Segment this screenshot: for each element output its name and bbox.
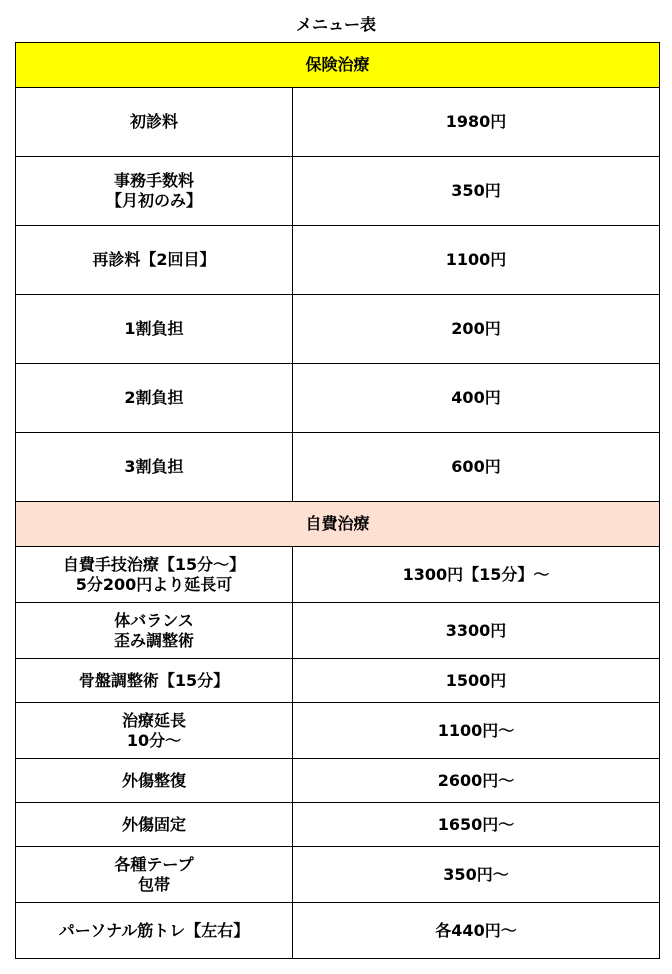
- item-name: [16, 433, 293, 502]
- item-price: 2600円～: [293, 759, 660, 803]
- item-name-line: 外傷整復: [121, 770, 186, 790]
- table-row: [16, 603, 660, 659]
- item-name-line: 各種テープ: [114, 854, 194, 874]
- item-name-line: 包帯: [137, 874, 170, 894]
- item-name-line: パーソナル筋トレ【左右】: [58, 920, 250, 940]
- insurance-section-header: 保険治療: [16, 43, 660, 88]
- item-price: 600円: [293, 433, 660, 502]
- item-name-line: 初診料: [129, 112, 178, 131]
- insurance-section-header-row: [16, 43, 660, 88]
- item-name: [16, 903, 293, 959]
- item-name-line: 1割負担: [124, 319, 184, 338]
- item-price: 200円: [293, 295, 660, 364]
- item-name: [16, 603, 293, 659]
- item-name: [16, 847, 293, 903]
- item-name-line: 歪み調整術: [113, 630, 194, 650]
- page-title: メニュー表: [295, 15, 376, 34]
- item-name: [16, 226, 293, 295]
- table-row: [16, 364, 660, 433]
- item-name: [16, 547, 293, 603]
- item-price: 1980円: [293, 88, 660, 157]
- table-row: [16, 703, 660, 759]
- table-row: [16, 226, 660, 295]
- table-row: [16, 547, 660, 603]
- item-price: 各440円～: [293, 903, 660, 959]
- item-name: [16, 157, 293, 226]
- item-price: 1500円: [293, 659, 660, 703]
- item-name-line: 10分～: [126, 730, 182, 750]
- self-pay-section-header-row: [16, 502, 660, 547]
- table-row: [16, 847, 660, 903]
- item-name-line: 2割負担: [124, 388, 184, 407]
- table-row: [16, 88, 660, 157]
- item-price: 350円: [293, 157, 660, 226]
- item-price: 1650円～: [293, 803, 660, 847]
- item-name-line: 外傷固定: [121, 814, 186, 834]
- item-name: [16, 659, 293, 703]
- table-row: [16, 433, 660, 502]
- table-row: [16, 659, 660, 703]
- table-row: [16, 295, 660, 364]
- item-price: 1100円: [293, 226, 660, 295]
- item-name-line: 治療延長: [121, 710, 186, 730]
- item-name-line: 3割負担: [124, 457, 184, 476]
- self-pay-section-header: 自費治療: [16, 502, 660, 547]
- item-name-line: 体バランス: [114, 610, 194, 630]
- table-row: [16, 803, 660, 847]
- item-name-line: 自費手技治療【15分～】: [62, 554, 246, 574]
- item-price: 3300円: [293, 603, 660, 659]
- item-name-line: 再診料【2回目】: [92, 250, 216, 269]
- table-row: [16, 759, 660, 803]
- item-name-line: 事務手数料: [113, 171, 194, 190]
- item-price: 1100円～: [293, 703, 660, 759]
- item-name-line: 骨盤調整術【15分】: [78, 670, 230, 690]
- item-name-line: 5分200円より延長可: [75, 574, 233, 594]
- item-price: 350円～: [293, 847, 660, 903]
- item-name: [16, 88, 293, 157]
- item-name: [16, 295, 293, 364]
- item-price: 400円: [293, 364, 660, 433]
- item-name: [16, 803, 293, 847]
- item-name: [16, 703, 293, 759]
- item-name-line: 【月初のみ】: [105, 191, 202, 210]
- table-row: [16, 157, 660, 226]
- item-name: [16, 364, 293, 433]
- item-price: 1300円【15分】～: [293, 547, 660, 603]
- item-name: [16, 759, 293, 803]
- table-row: [16, 903, 660, 959]
- menu-table: [15, 42, 660, 959]
